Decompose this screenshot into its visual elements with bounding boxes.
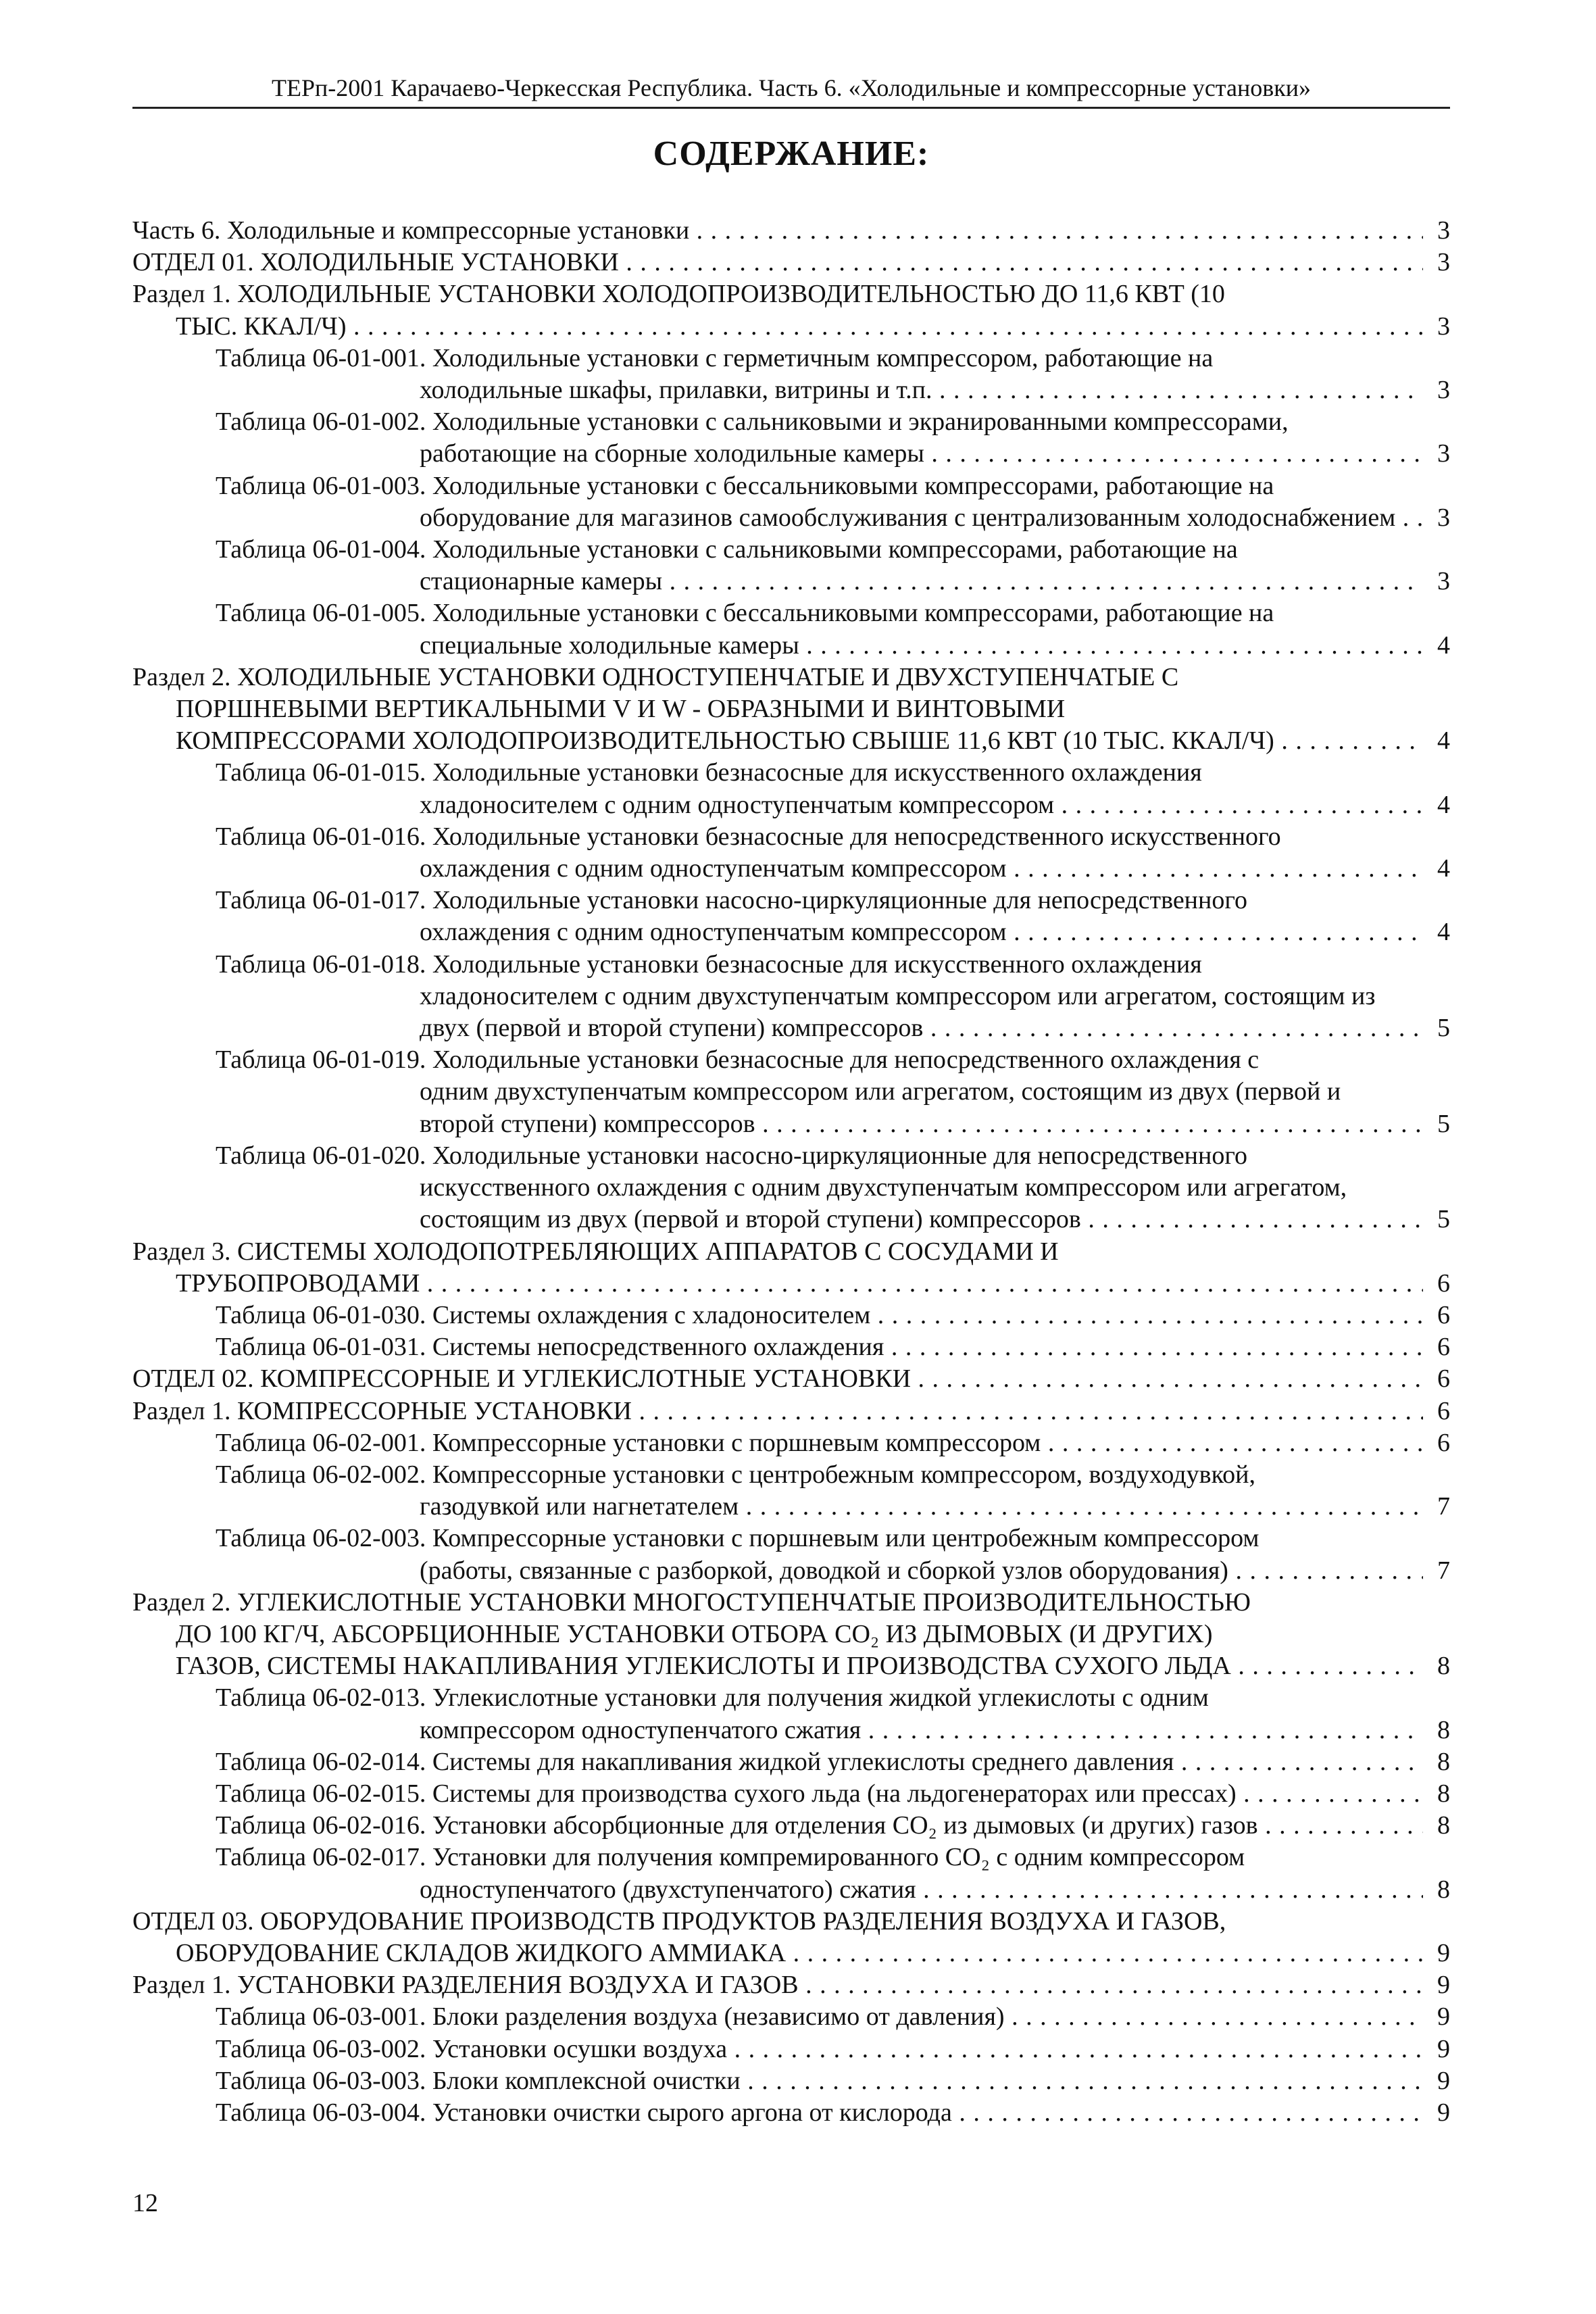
toc-entry bbox=[132, 470, 1450, 534]
toc-entry bbox=[132, 1682, 1450, 1746]
toc-entry bbox=[132, 1427, 1450, 1459]
toc-page-number: 4 bbox=[1423, 853, 1450, 885]
toc-entry-line: ОТДЕЛ 03. ОБОРУДОВАНИЕ ПРОИЗВОДСТВ ПРОДУКТОВ РАЗДЕЛЕНИЯ ВОЗДУХА И ГАЗОВ, bbox=[132, 1906, 1226, 1936]
toc-entry-line: Раздел 2. УГЛЕКИСЛОТНЫЕ УСТАНОВКИ МНОГОСТУПЕНЧАТЫЕ ПРОИЗВОДИТЕЛЬНОСТЬЮ bbox=[132, 1587, 1251, 1617]
toc-page-number: 5 bbox=[1423, 1204, 1450, 1235]
toc-entry-line: охлаждения с одним одноступенчатым компрессором . . . bbox=[216, 853, 1450, 885]
toc-entry-line: состоящим из двух (первой и второй ступени) компрессоров . . . bbox=[216, 1204, 1450, 1235]
toc-page-number: 3 bbox=[1423, 566, 1450, 597]
toc-page-number: 8 bbox=[1423, 1810, 1450, 1842]
toc-page-number: 6 bbox=[1423, 1268, 1450, 1300]
toc-entry bbox=[132, 1140, 1450, 1236]
toc-page-number: 8 bbox=[1423, 1778, 1450, 1810]
toc-entry bbox=[132, 1396, 1450, 1427]
toc-entry-line: стационарные камеры . . . bbox=[216, 566, 1450, 597]
toc-page-number: 9 bbox=[1423, 2001, 1450, 2033]
toc-page-number: 7 bbox=[1423, 1555, 1450, 1587]
toc-entry-line: Таблица 06-01-015. Холодильные установки безнасосные для искусственного охлаждения bbox=[216, 758, 1202, 787]
toc-page-number: 6 bbox=[1423, 1396, 1450, 1427]
toc-entry bbox=[132, 1331, 1450, 1363]
toc-entry-line: Таблица 06-02-013. Углекислотные установки для получения жидкой углекислоты с одним bbox=[216, 1683, 1209, 1713]
toc-entry bbox=[132, 406, 1450, 470]
toc-entry-line: ОТДЕЛ 01. ХОЛОДИЛЬНЫЕ УСТАНОВКИ . . . bbox=[132, 247, 1450, 278]
toc-entry-line: Таблица 06-01-001. Холодильные установки с герметичным компрессором, работающие на bbox=[216, 343, 1214, 372]
toc-entry bbox=[132, 949, 1450, 1045]
toc-entry bbox=[132, 1810, 1450, 1842]
toc-entry bbox=[132, 2097, 1450, 2129]
toc-entry-line: второй ступени) компрессоров . . . bbox=[216, 1108, 1450, 1140]
toc-entry-line: хладоносителем с одним одноступенчатым компрессором . . . bbox=[216, 789, 1450, 821]
toc-entry bbox=[132, 343, 1450, 406]
toc-entry-line: хладоносителем с одним двухступенчатым компрессором или агрегатом, состоящим из bbox=[420, 981, 1376, 1010]
toc-entry-line: одноступенчатого (двухступенчатого) сжатия . . . bbox=[216, 1874, 1450, 1906]
toc-entry bbox=[132, 1236, 1450, 1300]
toc-entry-line: Таблица 06-03-001. Блоки разделения воздуха (независимо от давления) . . . bbox=[216, 2001, 1450, 2033]
toc-page-number: 3 bbox=[1423, 502, 1450, 534]
toc-entry-line: Таблица 06-02-017. Установки для получения компремированного CO₂ с одним компрессором bbox=[216, 1843, 1245, 1872]
toc-page-number: 5 bbox=[1423, 1012, 1450, 1044]
toc-entry-line: работающие на сборные холодильные камеры . . . bbox=[216, 438, 1450, 470]
toc-page-number: 3 bbox=[1423, 215, 1450, 247]
toc-page-number: 9 bbox=[1423, 1938, 1450, 1969]
toc-entry bbox=[132, 821, 1450, 885]
toc-entry-line: Таблица 06-02-016. Установки абсорбционные для отделения CO₂ из дымовых (и других) газов . . . bbox=[216, 1810, 1450, 1842]
toc-entry bbox=[132, 662, 1450, 758]
toc-page-number: 3 bbox=[1423, 247, 1450, 278]
toc-entry-line: КОМПРЕССОРАМИ ХОЛОДОПРОИЗВОДИТЕЛЬНОСТЬЮ СВЫШЕ 11,6 КВТ (10 ТЫС. ККАЛ/Ч) . . . bbox=[132, 725, 1450, 757]
toc-entry bbox=[132, 1044, 1450, 1140]
toc-entry-line: Раздел 1. ХОЛОДИЛЬНЫЕ УСТАНОВКИ ХОЛОДОПРОИЗВОДИТЕЛЬНОСТЬЮ ДО 11,6 КВТ (10 bbox=[132, 280, 1225, 309]
toc-entry-line: специальные холодильные камеры . . . bbox=[216, 630, 1450, 662]
toc-entry-line: Таблица 06-02-002. Компрессорные установки с центробежным компрессором, воздуходувкой, bbox=[216, 1460, 1255, 1489]
toc-entry-line: холодильные шкафы, прилавки, витрины и т.п. . . . bbox=[216, 374, 1450, 406]
toc-entry-line: Часть 6. Холодильные и компрессорные установки . . . bbox=[132, 215, 1450, 247]
toc-entry-line: ДО 100 КГ/Ч, АБСОРБЦИОННЫЕ УСТАНОВКИ ОТБОРА CO₂ ИЗ ДЫМОВЫХ (И ДРУГИХ) bbox=[176, 1619, 1213, 1648]
toc-page-number: 6 bbox=[1423, 1300, 1450, 1331]
toc-page-number: 3 bbox=[1423, 374, 1450, 406]
toc-entry bbox=[132, 885, 1450, 948]
toc-entry-line: ОБОРУДОВАНИЕ СКЛАДОВ ЖИДКОГО АММИАКА . . . bbox=[132, 1938, 1450, 1969]
toc-page-number: 9 bbox=[1423, 2097, 1450, 2129]
toc-entry bbox=[132, 215, 1450, 247]
toc-entry-line: Таблица 06-01-020. Холодильные установки насосно-циркуляционные для непосредственного bbox=[216, 1141, 1247, 1170]
toc-entry-line: оборудование для магазинов самообслуживания с централизованным холодоснабжением . . . bbox=[216, 502, 1450, 534]
toc-entry-line: Таблица 06-02-001. Компрессорные установки с поршневым компрессором . . . bbox=[216, 1427, 1450, 1459]
toc-entry-line: ТРУБОПРОВОДАМИ . . . bbox=[132, 1268, 1450, 1300]
toc-entry bbox=[132, 1778, 1450, 1810]
toc-page-number: 3 bbox=[1423, 438, 1450, 470]
toc-entry bbox=[132, 2001, 1450, 2033]
toc-page-number: 4 bbox=[1423, 630, 1450, 662]
toc-entry bbox=[132, 247, 1450, 278]
toc-entry-line: Таблица 06-03-003. Блоки комплексной очистки . . . bbox=[216, 2065, 1450, 2097]
toc-page-number: 4 bbox=[1423, 916, 1450, 948]
toc-entry-line: ПОРШНЕВЫМИ ВЕРТИКАЛЬНЫМИ V И W - ОБРАЗНЫМИ И ВИНТОВЫМИ bbox=[176, 695, 1066, 724]
page-title: СОДЕРЖАНИЕ: bbox=[653, 134, 930, 173]
toc-entry-line: Таблица 06-01-031. Системы непосредственного охлаждения . . . bbox=[216, 1331, 1450, 1363]
toc-entry-line: Таблица 06-02-003. Компрессорные установки с поршневым или центробежным компрессором bbox=[216, 1524, 1260, 1553]
toc-entry-line: Таблица 06-01-004. Холодильные установки с сальниковыми компрессорами, работающие на bbox=[216, 535, 1238, 564]
toc-entry bbox=[132, 1587, 1450, 1683]
toc-entry bbox=[132, 1969, 1450, 2001]
toc-page-number: 7 bbox=[1423, 1491, 1450, 1523]
toc-entry-line: Раздел 1. КОМПРЕССОРНЫЕ УСТАНОВКИ . . . bbox=[132, 1396, 1450, 1427]
toc-entry-line: ГАЗОВ, СИСТЕМЫ НАКАПЛИВАНИЯ УГЛЕКИСЛОТЫ И ПРОИЗВОДСТВА СУХОГО ЛЬДА . . . bbox=[132, 1650, 1450, 1682]
toc-entry-line: ОТДЕЛ 02. КОМПРЕССОРНЫЕ И УГЛЕКИСЛОТНЫЕ УСТАНОВКИ . . . bbox=[132, 1363, 1450, 1395]
toc-entry bbox=[132, 1459, 1450, 1523]
toc-entry bbox=[132, 1363, 1450, 1395]
toc-entry bbox=[132, 1842, 1450, 1905]
toc-page-number: 8 bbox=[1423, 1715, 1450, 1746]
toc-page-number: 9 bbox=[1423, 2065, 1450, 2097]
page-number: 12 bbox=[132, 2189, 158, 2217]
toc-page-number: 8 bbox=[1423, 1746, 1450, 1778]
toc-page-number: 4 bbox=[1423, 789, 1450, 821]
toc-page-number: 5 bbox=[1423, 1108, 1450, 1140]
toc-entry-line: Таблица 06-02-015. Системы для производства сухого льда (на льдогенераторах или прессах) . . . bbox=[216, 1778, 1450, 1810]
toc-page-number: 8 bbox=[1423, 1874, 1450, 1906]
toc-entry bbox=[132, 2034, 1450, 2065]
toc-page-number: 6 bbox=[1423, 1363, 1450, 1395]
toc-entry bbox=[132, 2065, 1450, 2097]
toc-entry-line: Таблица 06-01-016. Холодильные установки безнасосные для непосредственного искусственного bbox=[216, 822, 1281, 851]
toc-entry bbox=[132, 757, 1450, 820]
toc-entry-line: одним двухступенчатым компрессором или агрегатом, состоящим из двух (первой и bbox=[420, 1077, 1341, 1106]
toc-entry-line: Таблица 06-01-002. Холодильные установки с сальниковыми и экранированными компрессорами, bbox=[216, 408, 1289, 437]
toc-entry-line: Таблица 06-01-019. Холодильные установки безнасосные для непосредственного охлаждения с bbox=[216, 1045, 1260, 1075]
toc-entry-line: газодувкой или нагнетателем . . . bbox=[216, 1491, 1450, 1523]
toc-entry bbox=[132, 1746, 1450, 1778]
toc-entry-line: Таблица 06-01-017. Холодильные установки насосно-циркуляционные для непосредственного bbox=[216, 886, 1247, 915]
toc-entry-line: Таблица 06-03-004. Установки очистки сырого аргона от кислорода . . . bbox=[216, 2097, 1450, 2129]
toc-entry-line: Таблица 06-01-030. Системы охлаждения с хладоносителем . . . bbox=[216, 1300, 1450, 1331]
toc-page-number: 3 bbox=[1423, 311, 1450, 343]
toc-entry-line: Таблица 06-01-005. Холодильные установки с бессальниковыми компрессорами, работающие на bbox=[216, 599, 1274, 628]
toc-page-number: 4 bbox=[1423, 725, 1450, 757]
toc-entry-line: Раздел 2. ХОЛОДИЛЬНЫЕ УСТАНОВКИ ОДНОСТУПЕНЧАТЫЕ И ДВУХСТУПЕНЧАТЫЕ С bbox=[132, 662, 1179, 691]
toc-page-number: 9 bbox=[1423, 1969, 1450, 2001]
toc-page-number: 6 bbox=[1423, 1427, 1450, 1459]
toc-entry bbox=[132, 1523, 1450, 1586]
toc-entry bbox=[132, 278, 1450, 342]
toc-entry-line: искусственного охлаждения с одним двухступенчатым компрессором или агрегатом, bbox=[420, 1173, 1347, 1202]
toc-page-number: 6 bbox=[1423, 1331, 1450, 1363]
toc-entry bbox=[132, 1300, 1450, 1331]
table-of-contents bbox=[132, 215, 1450, 2129]
toc-entry bbox=[132, 1906, 1450, 1969]
toc-entry-line: (работы, связанные с разборкой, доводкой и сборкой узлов оборудования) . . . bbox=[216, 1555, 1450, 1587]
running-header: ТЕРп-2001 Карачаево-Черкесская Республика. Часть 6. «Холодильные и компрессорные установки» bbox=[132, 73, 1450, 109]
toc-entry-line: Таблица 06-01-018. Холодильные установки безнасосные для искусственного охлаждения bbox=[216, 950, 1202, 979]
toc-entry-line: Таблица 06-02-014. Системы для накапливания жидкой углекислоты среднего давления . . . bbox=[216, 1746, 1450, 1778]
toc-entry-line: Раздел 1. УСТАНОВКИ РАЗДЕЛЕНИЯ ВОЗДУХА И ГАЗОВ . . . bbox=[132, 1969, 1450, 2001]
toc-entry bbox=[132, 534, 1450, 597]
toc-entry-line: двух (первой и второй ступени) компрессоров . . . bbox=[216, 1012, 1450, 1044]
toc-entry-line: Таблица 06-01-003. Холодильные установки с бессальниковыми компрессорами, работающие на bbox=[216, 471, 1274, 500]
toc-entry bbox=[132, 597, 1450, 661]
toc-page-number: 9 bbox=[1423, 2034, 1450, 2065]
toc-entry-line: Раздел 3. СИСТЕМЫ ХОЛОДОПОТРЕБЛЯЮЩИХ АППАРАТОВ С СОСУДАМИ И bbox=[132, 1237, 1059, 1266]
toc-entry-line: охлаждения с одним одноступенчатым компрессором . . . bbox=[216, 916, 1450, 948]
toc-entry-line: компрессором одноступенчатого сжатия . . . bbox=[216, 1715, 1450, 1746]
toc-entry-line: ТЫС. ККАЛ/Ч) . . . bbox=[132, 311, 1450, 343]
toc-entry-line: Таблица 06-03-002. Установки осушки воздуха . . . bbox=[216, 2034, 1450, 2065]
toc-page-number: 8 bbox=[1423, 1650, 1450, 1682]
